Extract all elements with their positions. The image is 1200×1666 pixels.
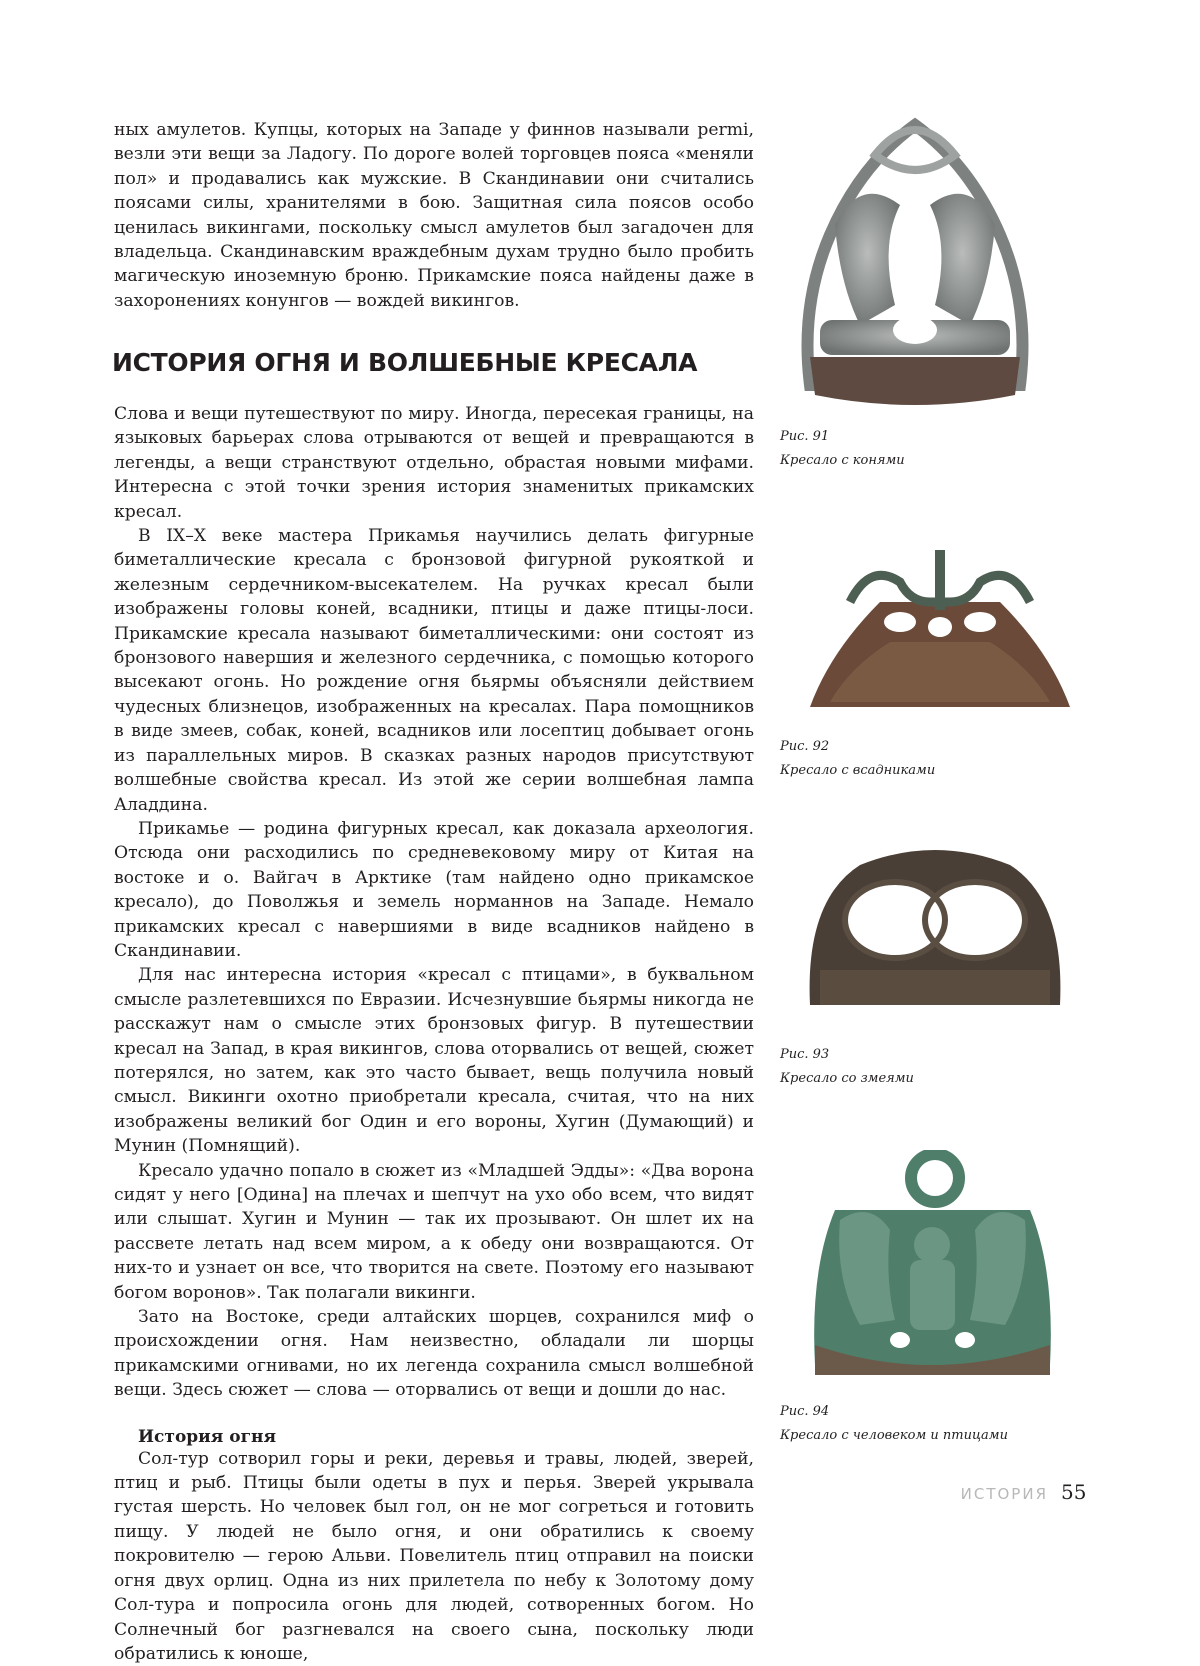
intro-block — [114, 118, 754, 313]
figure-93-number: Рис. 93 — [780, 1047, 830, 1062]
story-paragraph: Сол-тур сотворил горы и реки, деревья и травы, людей, зверей, птиц и рыб. Птицы были одеты в пух и перья. Зверей укрывала густая шерсть. Но человек был гол, он не мог согреться и готовить пищу. У людей не было огня, и они обратились к своему покровителю — герою Альви. Повелитель птиц отправил на поиски огня двух орлиц. Одна из них прилетела по небу к Золотому дому Сол-тура и попросила огонь для людей, сотворенных богом. Но Солнечный бог разгневался на своего сына, поскольку люди обратились к юноше, — [114, 1448, 754, 1664]
figure-92-caption — [780, 735, 935, 783]
main-body — [114, 402, 754, 1666]
footer-section-label: ИСТОРИЯ — [960, 1485, 1048, 1503]
body-paragraph-3: Прикамье — родина фигурных кресал, как доказала археология. Отсюда они расходились по средневековому миру от Китая на востоке и о. Вайгач в Арктике (там найдено одно прикамское кресало), до Поволжья и земель норманнов на Западе. Немало прикамских кресал с навершиями в виде всадников найдено в Скандинавии. — [114, 818, 754, 961]
body-paragraph-6: Зато на Востоке, среди алтайских шорцев, сохранился миф о происхождении огня. Нам неизвестно, обладали ли шорцы прикамскими огнивами, но их легенда сохранила смысл волшебной вещи. Здесь сюжет — слова — оторвались от вещи и дошли до нас. — [114, 1307, 754, 1401]
figure-92-image — [790, 542, 1090, 722]
body-paragraph-5: Кресало удачно попало в сюжет из «Младшей Эдды»: «Два ворона сидят у него [Одина] на плечах и шепчут на ухо обо всем, что видят или слышат. Хугин и Мунин — так их прозывают. Он шлет их на рассвете летать над всем миром, а к обеду они возвращаются. От них-то и узнает он все, что творится на свете. Поэтому его называют богом воронов». Так полагали викинги. — [114, 1160, 754, 1303]
figure-91-caption — [780, 425, 905, 473]
body-paragraph-1: Слова и вещи путешествуют по миру. Иногда, пересекая границы, на языковых барьерах слова отрываются от вещей и превращаются в легенды, а вещи странствуют отдельно, обрастая новыми мифами. Интересна с этой точки зрения история знаменитых прикамских кресал. — [114, 404, 754, 522]
figure-94-number: Рис. 94 — [780, 1404, 830, 1419]
section-heading: ИСТОРИЯ ОГНЯ И ВОЛШЕБНЫЕ КРЕСАЛА — [112, 348, 698, 377]
body-paragraph-4: Для нас интересна история «кресал с птицами», в буквальном смысле разлетевшихся по Евразии. Исчезнувшие бьярмы никогда не расскажут нам о смысле этих бронзовых фигур. В путешествии кресал на Запад, в края викингов, слова оторвались от вещей, сюжет потерялся, но затем, как это часто бывает, вещь получила новый смысл. Викинги охотно приобретали кресала, считая, что на них изображены великий бог Один и его вороны, Хугин (Думающий) и Мунин (Помнящий). — [114, 965, 754, 1157]
figure-93-image — [800, 840, 1070, 1020]
page-number: 55 — [1061, 1480, 1087, 1504]
subheading: История огня — [138, 1426, 277, 1447]
figure-91-image — [790, 95, 1040, 410]
figure-94-caption — [780, 1400, 1008, 1448]
figure-93-caption — [780, 1043, 914, 1091]
figure-93-title: Кресало со змеями — [780, 1071, 914, 1086]
body-paragraph-2: В IX–X веке мастера Прикамья научились делать фигурные биметаллические кресала с бронзовой фигурной рукояткой и железным сердечником-высекателем. На ручках кресал были изображены головы коней, всадники, птицы и даже птицы-лоси. Прикамские кресала называют биметаллическими: они состоят из бронзового навершия и железного сердечника, с помощью которого высекают огонь. Но рождение огня бьярмы объясняли действием чудесных близнецов, изображенных на кресалах. Пара помощников в виде змеев, собак, коней, всадников или лосептиц добывает огонь из параллельных миров. В сказках разных народов присутствуют волшебные свойства кресал. Из этой же серии волшебная лампа Аладдина. — [114, 526, 754, 815]
figure-91-title: Кресало с конями — [780, 453, 905, 468]
intro-paragraph: ных амулетов. Купцы, которых на Западе у финнов называли permi, везли эти вещи за Ладогу. По дороге волей торговцев пояса «меняли пол» и продавались как мужские. В Скандинавии они считались поясами силы, хранителями в бою. Защитная сила поясов особо ценилась викингами, поскольку смысл амулетов был загадочен для владельца. Скандинавским враждебным духам трудно было пробить магическую иноземную броню. Прикамские пояса найдены даже в захоронениях конунгов — вождей викингов. — [114, 120, 754, 311]
figure-94-image — [800, 1150, 1065, 1380]
figure-92-number: Рис. 92 — [780, 739, 830, 754]
figure-92-title: Кресало с всадниками — [780, 763, 936, 778]
figure-94-title: Кресало с человеком и птицами — [780, 1428, 1008, 1443]
figure-91-number: Рис. 91 — [780, 429, 830, 444]
